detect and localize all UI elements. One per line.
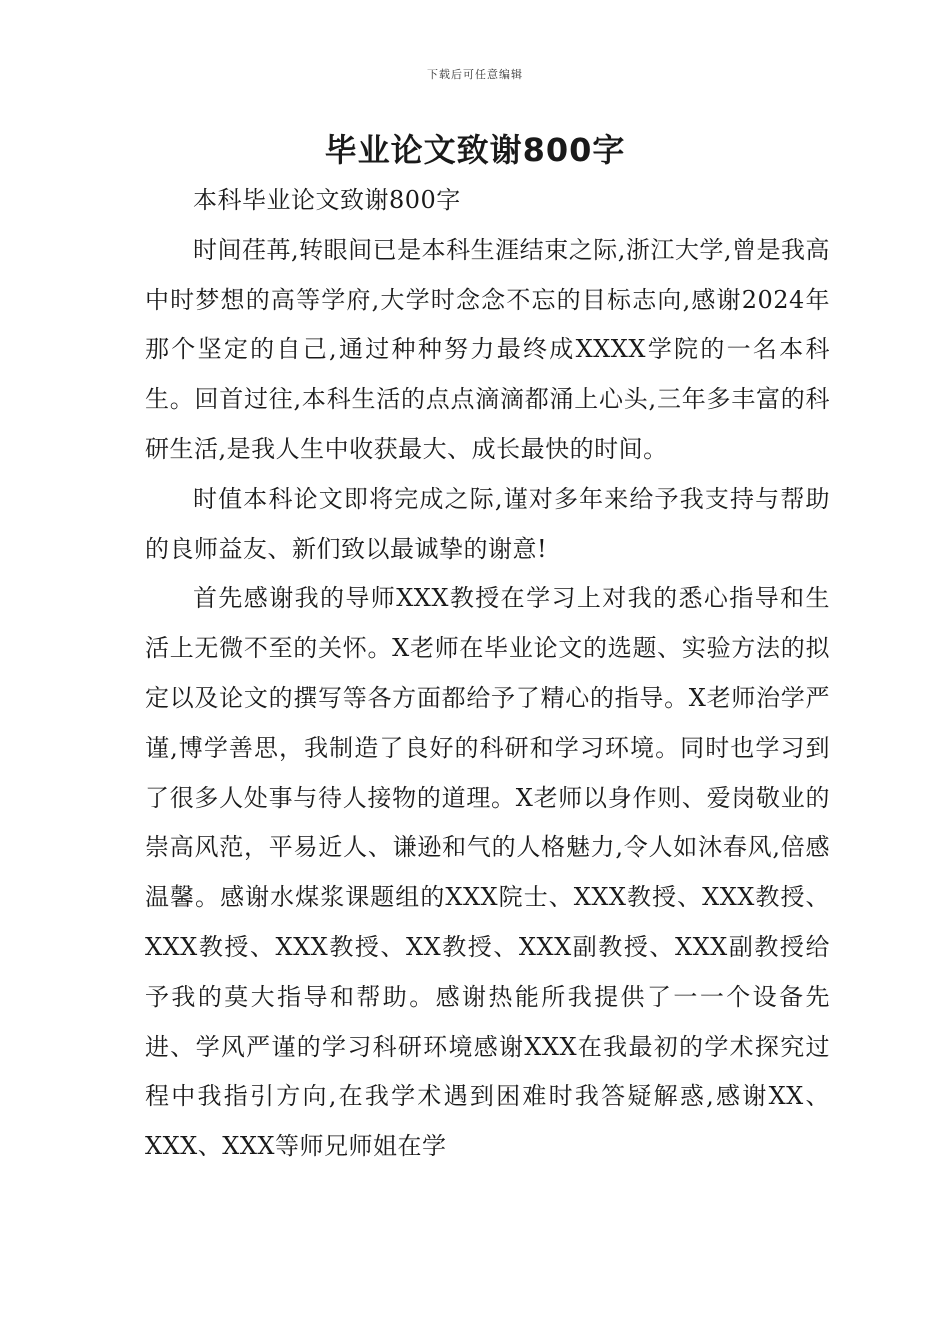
document-body [145,176,830,1172]
paragraph-advisor: 首先感谢我的导师XXX教授在学习上对我的悉心指导和生活上无微不至的关怀。X老师在毕业论文的选题、实验方法的拟定以及论文的撰写等各方面都给予了精心的指导。X老师治学严谨,博学善思，我制造了良好的科研和学习环境。同时也学习到了很多人处事与待人接物的道理。X老师以身作则、爱岗敬业的崇高风范，平易近人、谦逊和气的人格魅力,令人如沐春风,倍感温馨。感谢水煤浆课题组的XXX院士、XXX教授、XXX教授、XXX教授、XXX教授、XX教授、XXX副教授、XXX副教授给予我的莫大指导和帮助。感谢热能所我提供了一一个设备先进、学风严谨的学习科研环境感谢XXX在我最初的学术探究过程中我指引方向,在我学术遇到困难时我答疑解惑,感谢XX、XXX、XXX等师兄师姐在学 [145,584,830,1161]
paragraph-subtitle: 本科毕业论文致谢800字 [193,186,461,214]
paragraph-thanks: 时值本科论文即将完成之际,谨对多年来给予我支持与帮助的良师益友、新们致以最诚挚的谢意! [145,484,830,563]
document-title: 毕业论文致谢800字 [324,131,626,169]
paragraph-intro: 时间荏苒,转眼间已是本科生涯结束之际,浙江大学,曾是我高中时梦想的高等学府,大学时念念不忘的目标志向,感谢2024年那个坚定的自己,通过种种努力最终成XXXX学院的一名本科生。回首过往,本科生活的点点滴滴都涌上心头,三年多丰富的科研生活,是我人生中收获最大、成长最快的时间。 [145,235,830,463]
header-note: 下载后可任意编辑 [427,68,523,81]
